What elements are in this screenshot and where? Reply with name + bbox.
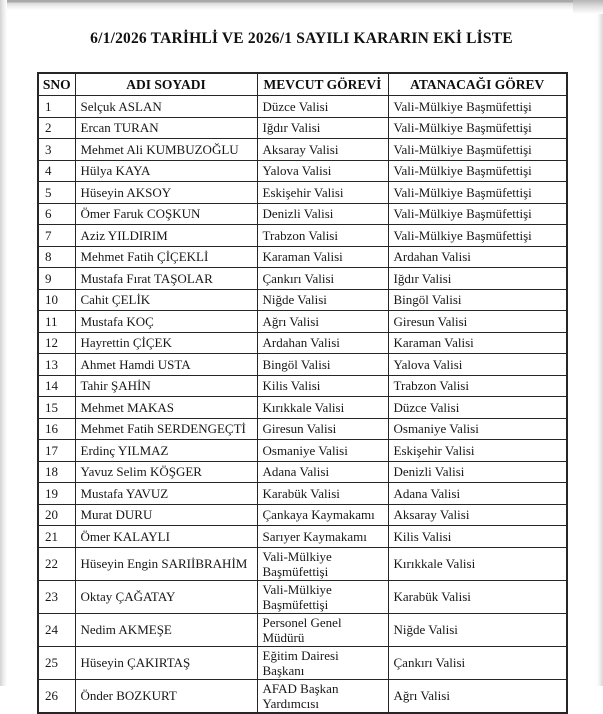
cell-assigned-duty: Bingöl Valisi (388, 289, 567, 311)
cell-current-duty: Ağrı Valisi (257, 311, 388, 333)
cell-assigned-duty: Giresun Valisi (388, 311, 567, 333)
table-row (38, 203, 567, 225)
cell-name: Tahir ŞAHİN (75, 375, 257, 397)
cell-current-duty: Osmaniye Valisi (257, 440, 388, 462)
cell-assigned-duty: Düzce Valisi (388, 397, 567, 419)
cell-sno: 11 (38, 311, 75, 333)
cell-current-duty: Denizli Valisi (257, 203, 388, 225)
cell-current-duty: Adana Valisi (257, 461, 388, 483)
cell-assigned-duty: Kilis Valisi (388, 526, 567, 548)
cell-name: Hüseyin ÇAKIRTAŞ (75, 646, 257, 679)
cell-name: Mehmet Fatih SERDENGEÇTİ (75, 418, 257, 440)
cell-sno: 1 (38, 96, 75, 118)
cell-name: Ömer Faruk COŞKUN (75, 203, 257, 225)
cell-current-duty: Kilis Valisi (257, 375, 388, 397)
cell-assigned-duty: Vali-Mülkiye Başmüfettişi (388, 117, 567, 139)
cell-name: Mehmet Ali KUMBUZOĞLU (75, 139, 257, 161)
column-header-assigned: ATANACAĞI GÖREV (388, 73, 567, 96)
cell-current-duty: Düzce Valisi (257, 96, 388, 118)
table-row (38, 547, 567, 580)
cell-name: Yavuz Selim KÖŞGER (75, 461, 257, 483)
cell-sno: 18 (38, 461, 75, 483)
table-row (38, 311, 567, 333)
cell-name: Ahmet Hamdi USTA (75, 354, 257, 376)
scan-top-edge (0, 0, 603, 10)
cell-sno: 9 (38, 268, 75, 290)
table-row (38, 225, 567, 247)
cell-name: Ercan TURAN (75, 117, 257, 139)
scan-left-edge (0, 0, 7, 686)
cell-assigned-duty: Eskişehir Valisi (388, 440, 567, 462)
cell-current-duty: Aksaray Valisi (257, 139, 388, 161)
table-row (38, 160, 567, 182)
cell-sno: 19 (38, 483, 75, 505)
cell-sno: 12 (38, 332, 75, 354)
cell-assigned-duty: Karabük Valisi (388, 580, 567, 613)
cell-assigned-duty: Trabzon Valisi (388, 375, 567, 397)
cell-name: Erdinç YILMAZ (75, 440, 257, 462)
cell-name: Hüseyin Engin SARIİBRAHİM (75, 547, 257, 580)
cell-assigned-duty: Çankırı Valisi (388, 646, 567, 679)
table-header-row (38, 73, 567, 96)
cell-sno: 7 (38, 225, 75, 247)
table-row (38, 268, 567, 290)
cell-assigned-duty: Adana Valisi (388, 483, 567, 505)
table-row (38, 646, 567, 679)
cell-sno: 24 (38, 613, 75, 646)
cell-sno: 21 (38, 526, 75, 548)
cell-sno: 10 (38, 289, 75, 311)
column-header-current: MEVCUT GÖREVİ (257, 73, 388, 96)
cell-name: Nedim AKMEŞE (75, 613, 257, 646)
column-header-name: ADI SOYADI (75, 73, 257, 96)
cell-current-duty: Vali-Mülkiye Başmüfettişi (257, 547, 388, 580)
table-row (38, 182, 567, 204)
cell-assigned-duty: Iğdır Valisi (388, 268, 567, 290)
cell-assigned-duty: Aksaray Valisi (388, 504, 567, 526)
appointment-table (37, 72, 568, 714)
cell-current-duty: Iğdır Valisi (257, 117, 388, 139)
cell-sno: 26 (38, 679, 75, 713)
cell-assigned-duty: Vali-Mülkiye Başmüfettişi (388, 160, 567, 182)
cell-current-duty: Trabzon Valisi (257, 225, 388, 247)
cell-sno: 4 (38, 160, 75, 182)
table-row (38, 461, 567, 483)
table-row (38, 580, 567, 613)
cell-current-duty: Kırıkkale Valisi (257, 397, 388, 419)
cell-name: Hülya KAYA (75, 160, 257, 182)
cell-current-duty: Eskişehir Valisi (257, 182, 388, 204)
cell-assigned-duty: Vali-Mülkiye Başmüfettişi (388, 182, 567, 204)
cell-name: Aziz YILDIRIM (75, 225, 257, 247)
cell-assigned-duty: Vali-Mülkiye Başmüfettişi (388, 225, 567, 247)
table-row (38, 440, 567, 462)
cell-sno: 2 (38, 117, 75, 139)
cell-assigned-duty: Karaman Valisi (388, 332, 567, 354)
table-row (38, 679, 567, 713)
cell-assigned-duty: Denizli Valisi (388, 461, 567, 483)
cell-name: Murat DURU (75, 504, 257, 526)
cell-name: Cahit ÇELİK (75, 289, 257, 311)
cell-assigned-duty: Yalova Valisi (388, 354, 567, 376)
cell-current-duty: Personel Genel Müdürü (257, 613, 388, 646)
cell-sno: 14 (38, 375, 75, 397)
column-header-sno: SNO (38, 73, 75, 96)
cell-sno: 20 (38, 504, 75, 526)
table-row (38, 397, 567, 419)
table-row (38, 96, 567, 118)
cell-name: Mehmet Fatih ÇİÇEKLİ (75, 246, 257, 268)
cell-sno: 3 (38, 139, 75, 161)
cell-current-duty: Vali-Mülkiye Başmüfettişi (257, 580, 388, 613)
cell-current-duty: Çankırı Valisi (257, 268, 388, 290)
cell-current-duty: Karaman Valisi (257, 246, 388, 268)
table-row (38, 613, 567, 646)
table-row (38, 354, 567, 376)
cell-sno: 13 (38, 354, 75, 376)
table-row (38, 139, 567, 161)
cell-current-duty: Ardahan Valisi (257, 332, 388, 354)
cell-name: Mustafa KOÇ (75, 311, 257, 333)
cell-sno: 22 (38, 547, 75, 580)
table-row (38, 526, 567, 548)
cell-name: Önder BOZKURT (75, 679, 257, 713)
cell-sno: 6 (38, 203, 75, 225)
cell-name: Oktay ÇAĞATAY (75, 580, 257, 613)
table-row (38, 418, 567, 440)
cell-current-duty: Bingöl Valisi (257, 354, 388, 376)
cell-name: Hüseyin AKSOY (75, 182, 257, 204)
cell-assigned-duty: Ardahan Valisi (388, 246, 567, 268)
cell-current-duty: Giresun Valisi (257, 418, 388, 440)
cell-name: Ömer KALAYLI (75, 526, 257, 548)
cell-assigned-duty: Osmaniye Valisi (388, 418, 567, 440)
cell-current-duty: Çankaya Kaymakamı (257, 504, 388, 526)
table-row (38, 332, 567, 354)
cell-sno: 5 (38, 182, 75, 204)
cell-sno: 8 (38, 246, 75, 268)
cell-current-duty: Yalova Valisi (257, 160, 388, 182)
table-row (38, 483, 567, 505)
cell-assigned-duty: Ağrı Valisi (388, 679, 567, 713)
cell-assigned-duty: Vali-Mülkiye Başmüfettişi (388, 96, 567, 118)
table-row (38, 289, 567, 311)
cell-name: Mehmet MAKAS (75, 397, 257, 419)
cell-current-duty: Sarıyer Kaymakamı (257, 526, 388, 548)
table-row (38, 375, 567, 397)
cell-sno: 17 (38, 440, 75, 462)
cell-current-duty: AFAD Başkan Yardımcısı (257, 679, 388, 713)
cell-name: Mustafa Fırat TAŞOLAR (75, 268, 257, 290)
cell-assigned-duty: Kırıkkale Valisi (388, 547, 567, 580)
table-row (38, 504, 567, 526)
cell-current-duty: Karabük Valisi (257, 483, 388, 505)
document-title: 6/1/2026 TARİHLİ VE 2026/1 SAYILI KARARIN EKİ LİSTE (90, 30, 513, 47)
table-row (38, 246, 567, 268)
cell-assigned-duty: Vali-Mülkiye Başmüfettişi (388, 139, 567, 161)
cell-current-duty: Niğde Valisi (257, 289, 388, 311)
scan-right-edge (597, 0, 603, 686)
cell-assigned-duty: Vali-Mülkiye Başmüfettişi (388, 203, 567, 225)
cell-sno: 15 (38, 397, 75, 419)
cell-sno: 23 (38, 580, 75, 613)
cell-current-duty: Eğitim Dairesi Başkanı (257, 646, 388, 679)
cell-assigned-duty: Niğde Valisi (388, 613, 567, 646)
cell-name: Selçuk ASLAN (75, 96, 257, 118)
cell-name: Mustafa YAVUZ (75, 483, 257, 505)
cell-sno: 25 (38, 646, 75, 679)
table-row (38, 117, 567, 139)
cell-name: Hayrettin ÇİÇEK (75, 332, 257, 354)
scan-corner-shadow (573, 0, 603, 14)
cell-sno: 16 (38, 418, 75, 440)
